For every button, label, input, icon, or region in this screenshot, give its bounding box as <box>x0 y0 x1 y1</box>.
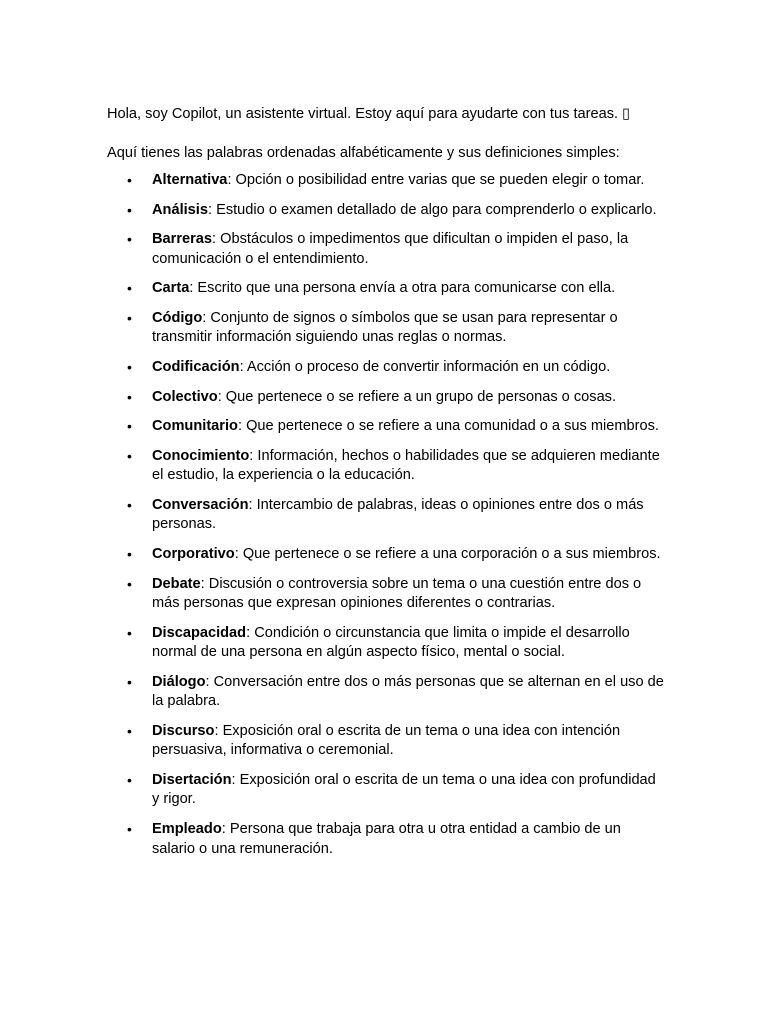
list-item <box>107 230 667 269</box>
missing-glyph-icon: ▯ <box>622 105 631 122</box>
definitions-list <box>107 171 667 859</box>
term-definition: Condición o circunstancia que limita o impide el desarrollo normal de una persona en algún aspecto físico, mental o social. <box>152 624 630 661</box>
bullet-icon: • <box>127 624 132 641</box>
bullet-icon: • <box>127 309 132 326</box>
term-word: Colectivo <box>152 388 218 405</box>
list-item <box>107 771 667 810</box>
term-definition: Información, hechos o habilidades que se adquieren mediante el estudio, la experiencia o la educación. <box>152 447 660 484</box>
term-word: Disertación <box>152 771 232 788</box>
list-item <box>107 722 667 761</box>
bullet-icon: • <box>127 722 132 739</box>
bullet-icon: • <box>127 545 132 562</box>
term-word: Barreras <box>152 231 213 248</box>
bullet-icon: • <box>127 771 132 788</box>
list-item <box>107 496 667 535</box>
term-word: Corporativo <box>152 545 235 562</box>
term-word: Empleado <box>152 821 222 837</box>
list-item <box>107 358 667 378</box>
term-separator: : <box>231 771 236 788</box>
term-separator: : <box>239 358 244 375</box>
list-item <box>107 417 667 437</box>
bullet-icon: • <box>127 447 132 464</box>
term-separator: : <box>214 722 219 739</box>
term-definition: Exposición oral o escrita de un tema o una idea con intención persuasiva, informativa o ceremonial. <box>152 722 621 759</box>
term-separator: : <box>234 545 239 562</box>
term-separator: : <box>248 496 253 513</box>
term-definition: Que pertenece o se refiere a una comunidad o a sus miembros. <box>242 418 659 435</box>
list-item <box>107 309 667 348</box>
term-separator: : <box>202 309 207 326</box>
list-item <box>107 575 667 614</box>
list-item <box>107 624 667 663</box>
term-separator: : <box>237 418 243 435</box>
term-separator: : <box>205 673 210 690</box>
term-separator: : <box>200 575 205 592</box>
term-separator: : <box>212 231 217 248</box>
term-word: Conocimiento <box>152 447 250 464</box>
term-word: Discurso <box>152 722 215 739</box>
bullet-icon: • <box>127 280 132 297</box>
term-definition: Opción o posibilidad entre varias que se pueden elegir o tomar. <box>231 172 645 188</box>
term-definition: Escrito que una persona envía a otra para comunicarse con ella. <box>193 280 616 297</box>
intro-text: Hola, soy Copilot, un asistente virtual. Estoy aquí para ayudarte con tus tareas. <box>107 106 619 122</box>
term-definition: Intercambio de palabras, ideas o opiniones entre dos o más personas. <box>152 496 644 533</box>
intro-paragraph <box>107 104 667 125</box>
term-definition: Estudio o examen detallado de algo para comprenderlo o explicarlo. <box>212 201 657 218</box>
bullet-icon: • <box>127 388 132 405</box>
term-word: Diálogo <box>152 673 206 690</box>
term-definition: Que pertenece o se refiere a un grupo de personas o cosas. <box>221 388 617 405</box>
term-definition: Conjunto de signos o símbolos que se usan para representar o transmitir información siguiendo unas reglas o normas. <box>152 309 618 346</box>
term-separator: : <box>207 201 213 218</box>
term-word: Análisis <box>152 201 208 218</box>
term-definition: Acción o proceso de convertir información en un código. <box>243 358 611 375</box>
term-separator: : <box>189 280 194 297</box>
term-separator: : <box>221 821 226 837</box>
bullet-icon: • <box>127 821 132 837</box>
term-word: Código <box>152 309 203 326</box>
bullet-icon: • <box>127 575 132 592</box>
term-word: Carta <box>152 280 190 297</box>
list-item <box>107 171 667 191</box>
bullet-icon: • <box>127 418 132 435</box>
term-definition: Que pertenece o se refiere a una corporación o a sus miembros. <box>238 545 661 562</box>
lead-paragraph: Aquí tienes las palabras ordenadas alfabéticamente y sus definiciones simples: <box>107 144 620 161</box>
term-word: Discapacidad <box>152 624 247 641</box>
term-separator: : <box>246 624 251 641</box>
bullet-icon: • <box>127 673 132 690</box>
term-definition: Exposición oral o escrita de un tema o una idea con profundidad y rigor. <box>152 771 656 808</box>
bullet-icon: • <box>127 172 132 188</box>
bullet-icon: • <box>127 358 132 375</box>
bullet-icon: • <box>127 201 132 218</box>
term-definition: Conversación entre dos o más personas que se alternan en el uso de la palabra. <box>152 673 664 710</box>
bullet-icon: • <box>127 231 132 248</box>
term-definition: Discusión o controversia sobre un tema o una cuestión entre dos o más personas que expresan opiniones diferentes o contrarias. <box>152 575 642 612</box>
list-item <box>107 388 667 408</box>
list-item <box>107 545 667 565</box>
list-item <box>107 820 667 859</box>
term-separator: : <box>227 172 232 188</box>
document-page <box>107 104 667 869</box>
term-definition: Persona que trabaja para otra u otra entidad a cambio de un salario o una remuneración. <box>152 821 621 857</box>
list-item <box>107 279 667 299</box>
list-item <box>107 201 667 221</box>
list-item <box>107 673 667 712</box>
term-word: Codificación <box>152 358 240 375</box>
term-separator: : <box>249 447 254 464</box>
term-definition: Obstáculos o impedimentos que dificultan o impiden el paso, la comunicación o el entendimiento. <box>152 231 629 267</box>
bullet-icon: • <box>127 496 132 513</box>
list-item <box>107 447 667 486</box>
term-word: Alternativa <box>152 172 228 188</box>
term-separator: : <box>217 388 222 405</box>
term-word: Comunitario <box>152 418 238 435</box>
term-word: Conversación <box>152 496 249 513</box>
term-word: Debate <box>152 575 201 592</box>
